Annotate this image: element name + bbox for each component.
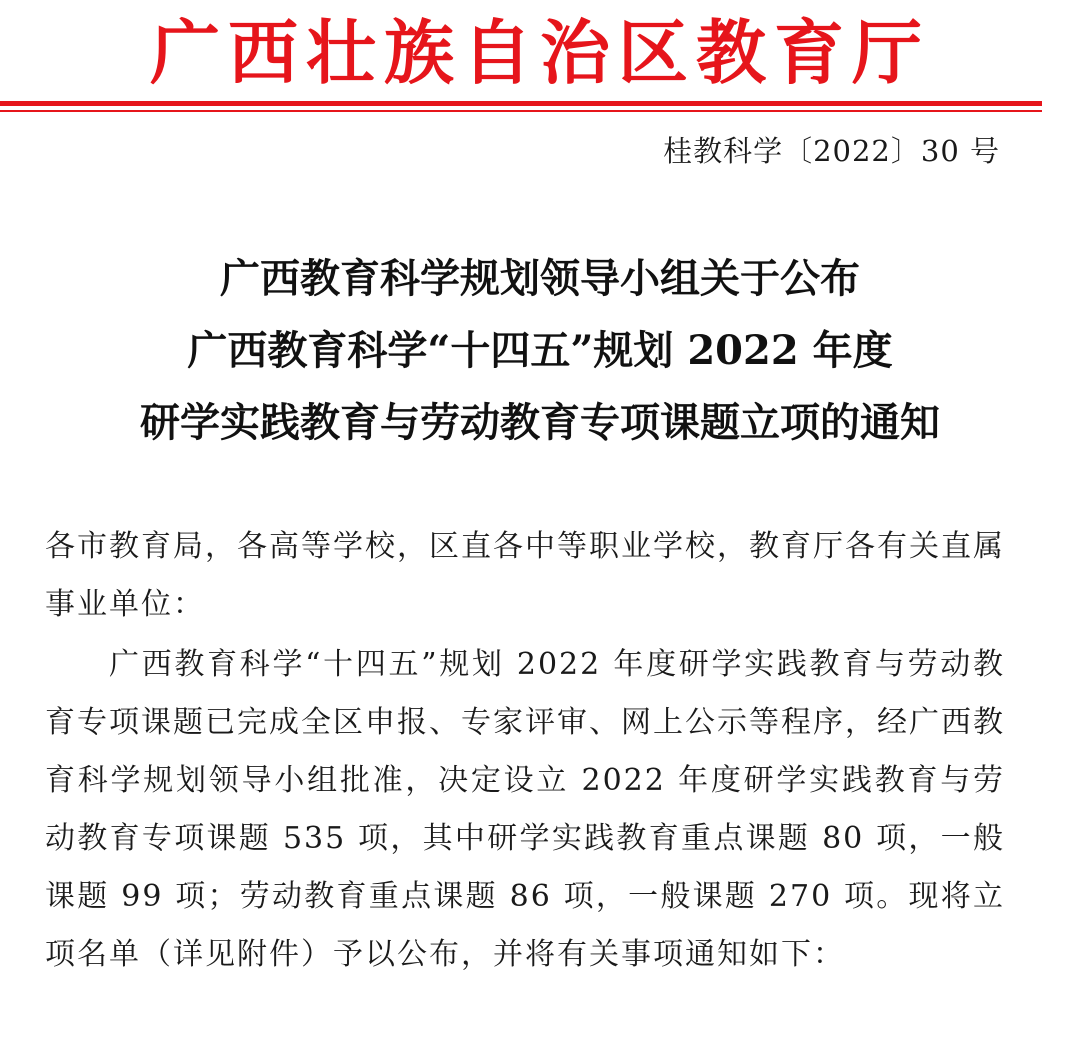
issuing-authority-title: 广西壮族自治区教育厅 xyxy=(150,11,930,94)
red-header-rule-thin xyxy=(0,110,1042,112)
addressee: 各市教育局，各高等学校，区直各中等职业学校，教育厅各有关直属事业单位： xyxy=(45,529,1005,622)
document-number: 桂教科学〔2022〕30 号 xyxy=(663,134,1000,168)
title-line-2: 广西教育科学“十四五”规划 2022 年度 xyxy=(187,327,893,374)
title-line-1: 广西教育科学规划领导小组关于公布 xyxy=(220,255,860,302)
body-paragraph-1: 广西教育科学“十四五”规划 2022 年度研学实践教育与劳动教育专项课题已完成全区申报、专家评审、网上公示等程序，经广西教育科学规划领导小组批准，决定设立 2022 年度研学实践教育与劳动教育专项课题 535 项，其中研学实践教育重点课题 80 项，一般课题 99 项；劳动教育重点课题 86 项，一般课题 270 项。现将立项名单（详见附件）予以公布，并将有关事项通知如下： xyxy=(45,647,1005,972)
title-line-3: 研学实践教育与劳动教育专项课题立项的通知 xyxy=(140,399,940,446)
red-header-rule-thick xyxy=(0,101,1042,106)
document-title xyxy=(0,243,1080,459)
